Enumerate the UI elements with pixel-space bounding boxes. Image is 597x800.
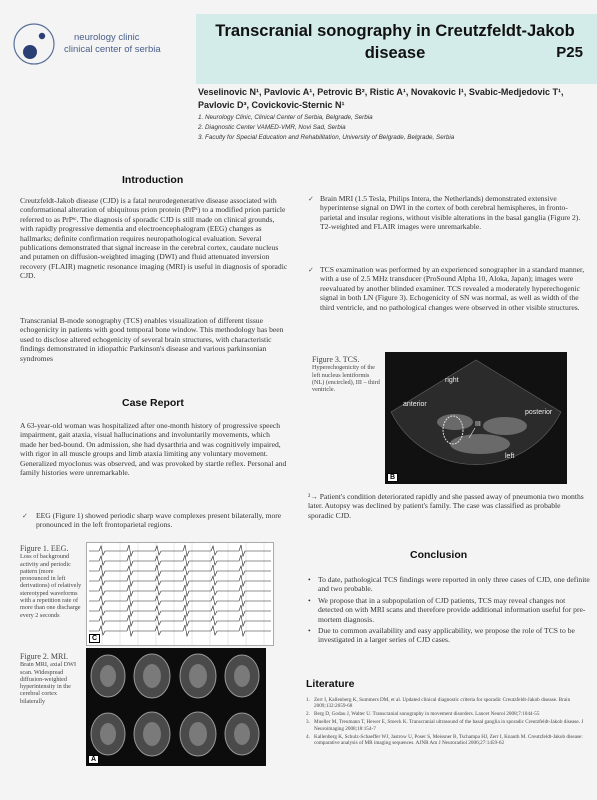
figure3-caption-text: Hyperechogenicity of the left nucleus lentiformis (NL) (encircled), III – third ventricle. [312,364,380,394]
reference-text: Zerr I, Kallenberg K, Summers DM, et al. Updated clinical diagnostic criteria for sporadic Creutzfeldt-Jakob disease. Brain 2009;132:2659-68 [314,697,571,710]
tcs-label-right: right [445,377,459,384]
affiliation: 2. Diagnostic Center VAMED-VMR, Novi Sad, Serbia [198,124,346,131]
conclusion-heading: Conclusion [410,549,468,561]
affiliation-list [198,113,590,143]
check-icon: ✓ [308,266,314,274]
introduction-paragraph: Creutzfeldt-Jakob disease (CJD) is a fatal neurodegenerative disease associated with conformational alteration of ubiquitous prion protein (PrPᶜ) to a modified prion particle referred to as PrPˢᶜ. The diagnosis of sporadic CJD is still made on clinical grounds, with rapidly progressive dementia and electroencephalogram (EEG) changes as hallmarks; definite confirmation requires neuropathological evaluation. Several publications demonstrated that signal increase in the cerebral cortex, caudate nucleus and putamen on diffusion-weighted imaging (DWI) and fluid attenuated inversion recovery (FLAIR) magnetic resonance imaging (MRI) is useful in diagnosis of sporadic CJD. [20,196,288,281]
figure2-title: Figure 2. MRI. [20,652,68,661]
reference-text: Kallenberg K, Schulz-Schaeffer WJ, Jastrow U, Poser S, Meissner B, Tschampa HJ, Zerr I, Knauth M. Creutzfeldt-Jakob disease: comparative analysis of MR imaging sequences. AJNR Am J Neuroradiol 2006;27:1459-62 [314,733,583,746]
tcs-label-anterior: anterior [403,401,427,408]
figure3-panel-label: B [387,473,398,482]
eeg-finding: EEG (Figure 1) showed periodic sharp wave complexes present bilaterally, more pronounced in the left frontoparietal regions. [36,511,282,530]
conclusion-item-text: To date, pathological TCS findings were reported in only three cases of CJD, one definite and two probable. [318,575,590,594]
case-report-heading: Case Report [122,397,184,409]
clinic-logo-icon [12,22,56,68]
reference-item: 1. Zerr I, Kallenberg K, Summers DM, et al. Updated clinical diagnostic criteria for sporadic Creutzfeldt-Jakob disease. Brain 2009;132:2659-68 [306,697,571,710]
figure1-panel-label: C [89,634,100,643]
affiliation: 1. Neurology Clinic, Clinical Center of Serbia, Belgrade, Serbia [198,114,373,121]
figure3-caption [312,356,380,393]
reference-item: 4. Kallenberg K, Schulz-Schaeffer WJ, Jastrow U, Poser S, Meissner B, Tschampa HJ, Zerr I, Knauth M. Creutzfeldt-Jakob disease: comparative analysis of MR imaging sequences. AJNR Am J Neuroradiol 2006;27:1459-62 [306,733,583,746]
tcs-label-third-ventricle: III [475,421,481,428]
literature-heading: Literature [306,678,355,690]
conclusion-item: • We propose that in a subpopulation of CJD patients, TCS may reveal changes not detected on with MRI scans and therefore provide additional information useful for pre-mortem diagnosis. [308,595,586,624]
check-icon: ✓ [22,512,28,520]
mri-figure [86,648,266,766]
reference-list [306,697,590,748]
figure1-caption-text: Loss of background activity and periodic pattern (more pronounced in left derivations) of relatively stereotyped waveforms with a repetition rate of more than one discharge every 2 seconds [20,553,82,619]
logo-text-line2: clinical center of serbia [64,44,161,55]
mri-finding: Brain MRI (1.5 Tesla, Philips Intera, the Netherlands) demonstrated extensive hyperintense signal on DWI in the cortex of both cerebral hemispheres, in fronto-parietal and insular regions, without visible alterations in the basal ganglia (Figure 2). T2-weighted and FLAIR images were unremarkable. [320,194,581,232]
check-icon: ✓ [308,195,314,203]
tcs-label-posterior: posterior [525,409,553,416]
introduction-heading: Introduction [122,174,184,186]
conclusion-item-text: Due to common availability and easy applicability, we propose the role of TCS to be investigated in a larger series of CJD cases. [318,626,575,645]
reference-text: Mueller M, Treumann T, Hewer E, Stoeck K. Transcranial ultrasound of the basal ganglia in sporadic Creutzfeldt-Jakob disease. J Neuroimaging 2008;18:154-7 [314,719,584,732]
author-list: Veselinovic N¹, Pavlovic A¹, Petrovic B², Ristic A¹, Novakovic I¹, Svabic-Medjedovic T¹, Pavlovic D³, Covickovic-Sternic N¹ [198,87,564,110]
mri-slices [86,648,266,766]
eeg-tracing [87,543,273,645]
clinic-logo [12,22,192,72]
tcs-ultrasound [385,352,567,484]
introduction-paragraph: Transcranial B-mode sonography (TCS) enables visualization of different tissue echogenicity in patients with good temporal bone window. This methodology has been used to disclose altered echogenicity of several brain structures, with characteristic findings demonstrated in idiopathic Parkinson's disease and various parkinsonian syndromes [20,316,284,363]
reference-item: 3. Mueller M, Treumann T, Hewer E, Stoeck K. Transcranial ultrasound of the basal ganglia in sporadic Creutzfeldt-Jakob disease. J Neuroimaging 2008;18:154-7 [306,719,584,732]
conclusion-item: • Due to common availability and easy applicability, we propose the role of TCS to be investigated in a larger series of CJD cases. [308,626,575,645]
conclusion-item-text: We propose that in a subpopulation of CJD patients, TCS may reveal changes not detected on with MRI scans and therefore provide additional information useful for pre-mortem diagnosis. [318,595,586,624]
figure3-title: Figure 3. TCS. [312,355,360,364]
reference-text: Berg D, Godau J, Walter U. Transcranial sonography in movement disorders. Lancet Neurol 2008;7:1044-55 [314,711,540,718]
logo-text-line1: neurology clinic [74,32,140,43]
eeg-figure [86,542,274,646]
conclusion-item: • To date, pathological TCS findings were reported in only three cases of CJD, one definite and two probable. [308,575,590,594]
tcs-finding: TCS examination was performed by an experienced sonographer in a standard manner, with a use of 2.5 MHz transducer (ProSound Alpha 10, Aloka, Japan); images were reevaluated by another blinded examiner. TCS revealed a moderately hyperechogenic signal in both LN (Figure 3). Echogenicity of SN was normal, as well as width of the third ventricle, and no pathological changes were observed in other visible structures. [320,265,585,312]
affiliation: 3. Faculty for Special Education and Rehabilitation, University of Belgrade, Belgrade, Serbia [198,134,455,141]
outcome-paragraph: ²→ Patient's condition deteriorated rapidly and she passed away of pneumonia two months later. Autopsy was declined by patient's family. The case was classified as probable sporadic CJD. [308,492,584,520]
conclusion-list [306,575,590,647]
figure2-panel-label: A [88,755,99,764]
poster-title: Transcranial sonography in Creutzfeldt-Jakob disease [215,22,575,62]
tcs-figure [385,352,567,484]
figure2-caption-text: Brain MRI, axial DWI scan. Widespread diffusion-weighted hyperintensity in the cerebral cortex bilaterally [20,661,77,705]
poster-code: P25 [556,44,583,61]
tcs-label-left: left [505,453,515,460]
case-report-paragraph: A 63-year-old woman was hospitalized after one-month history of progressive speech impairment, gait ataxia, visual hallucinations and involuntarily movements, which made her bed-bound. On admission, she had dysarthria and was cognitively impaired, with rigor in all muscle groups and limb ataxia limiting any voluntary movement. Generalized myoclonus was observed, and was provoked by startle reflex. Personal and family histories were unremarkable. [20,421,287,478]
figure2-caption [20,653,82,705]
figure1-title: Figure 1. EEG. [20,544,69,553]
figure1-caption [20,545,82,619]
reference-item: 2. Berg D, Godau J, Walter U. Transcranial sonography in movement disorders. Lancet Neurol 2008;7:1044-55 [306,711,540,718]
